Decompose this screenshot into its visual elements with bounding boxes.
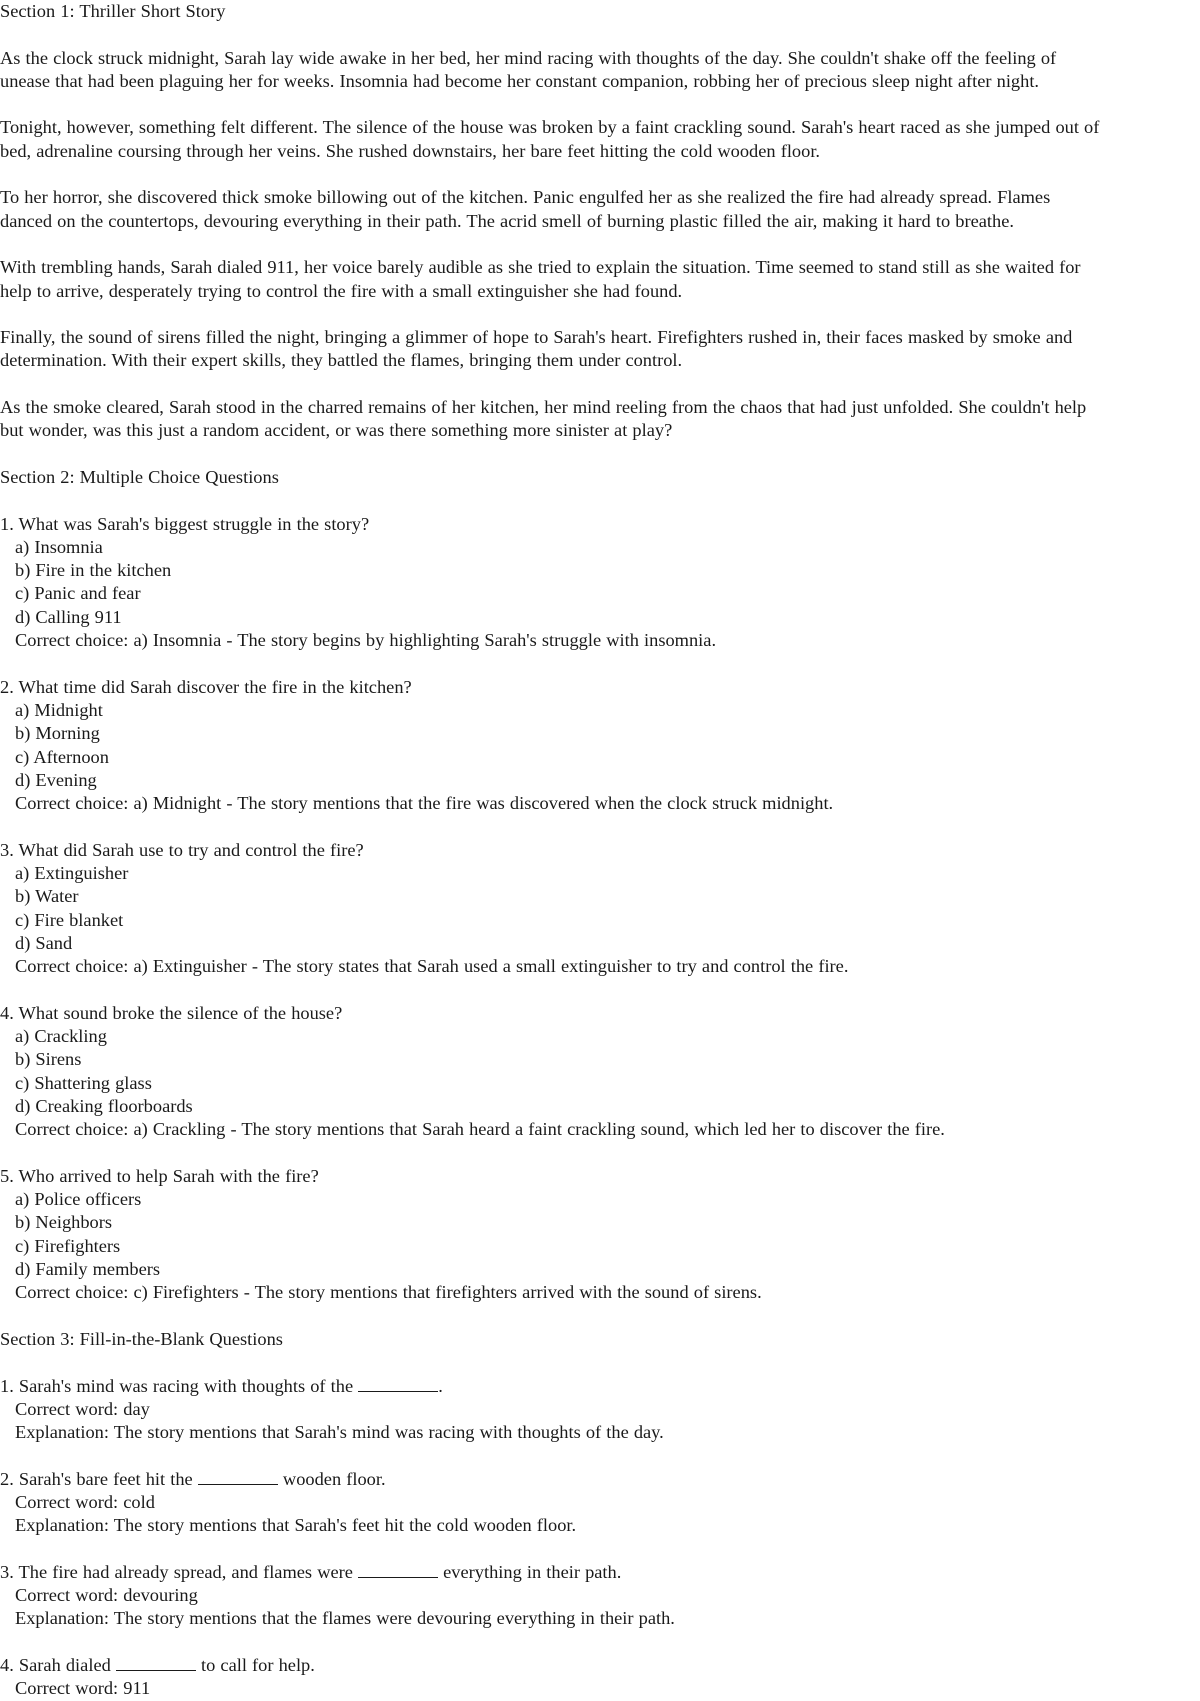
- mc-correct-choice: Correct choice: a) Crackling - The story mentions that Sarah heard a faint crackling sound, which led her to discover the fire.: [15, 1119, 945, 1140]
- spacer: [0, 373, 1198, 396]
- mc-question: 3. What did Sarah use to try and control the fire?: [0, 839, 364, 860]
- spacer: [0, 815, 1198, 838]
- mc-option: c) Panic and fear: [15, 583, 141, 604]
- spacer: [0, 1305, 1198, 1328]
- spacer: [0, 163, 1198, 186]
- mc-option: a) Crackling: [15, 1026, 107, 1047]
- spacer: [0, 489, 1198, 512]
- story-paragraph-line: help to arrive, desperately trying to control the fire with a small extinguisher she had found.: [0, 280, 683, 301]
- mc-option: d) Creaking floorboards: [15, 1095, 193, 1116]
- fill-blank-question: [0, 1375, 1198, 1398]
- spacer: [0, 303, 1198, 326]
- blank-line: [358, 1576, 438, 1578]
- fill-blank-text-after: .: [438, 1375, 443, 1396]
- mc-option: b) Neighbors: [15, 1212, 113, 1233]
- mc-option: c) Firefighters: [15, 1235, 121, 1256]
- spacer: [0, 233, 1198, 256]
- mc-option: d) Calling 911: [15, 606, 122, 627]
- explanation: Explanation: The story mentions that Sarah's feet hit the cold wooden floor.: [15, 1515, 577, 1536]
- fill-blank-text-before: 2. Sarah's bare feet hit the: [0, 1468, 198, 1489]
- mc-correct-choice: Correct choice: c) Firefighters - The story mentions that firefighters arrived with the sound of sirens.: [15, 1282, 762, 1303]
- mc-option: d) Sand: [15, 932, 73, 953]
- mc-option: d) Evening: [15, 769, 97, 790]
- spacer: [0, 93, 1198, 116]
- story-paragraph-line: To her horror, she discovered thick smoke billowing out of the kitchen. Panic engulfed her as she realized the fire had already spread. Flames: [0, 187, 1051, 208]
- section-1-heading: Section 1: Thriller Short Story: [0, 1, 226, 21]
- correct-word: Correct word: cold: [15, 1492, 155, 1512]
- mc-option: c) Shattering glass: [15, 1072, 152, 1093]
- spacer: [0, 978, 1198, 1001]
- story-paragraph-line: determination. With their expert skills, they battled the flames, bringing them under control.: [0, 350, 683, 371]
- blank-line: [358, 1390, 438, 1392]
- spacer: [0, 1444, 1198, 1467]
- story-paragraph-line: As the smoke cleared, Sarah stood in the charred remains of her kitchen, her mind reeling from the chaos that had just unfolded. She couldn't help: [0, 397, 1087, 418]
- blank-line: [116, 1669, 196, 1671]
- mc-option: a) Midnight: [15, 699, 103, 720]
- mc-option: b) Morning: [15, 723, 100, 744]
- explanation: Explanation: The story mentions that the flames were devouring everything in their path.: [15, 1608, 675, 1629]
- mc-question: 1. What was Sarah's biggest struggle in the story?: [0, 513, 370, 534]
- mc-question: 2. What time did Sarah discover the fire in the kitchen?: [0, 676, 412, 697]
- mc-correct-choice: Correct choice: a) Extinguisher - The story states that Sarah used a small extinguisher to try and control the fire.: [15, 956, 849, 977]
- section-2-heading: Section 2: Multiple Choice Questions: [0, 466, 279, 487]
- mc-option: c) Afternoon: [15, 746, 109, 767]
- mc-correct-choice: Correct choice: a) Insomnia - The story begins by highlighting Sarah's struggle with insomnia.: [15, 630, 717, 651]
- spacer: [0, 1351, 1198, 1374]
- mc-question: 5. Who arrived to help Sarah with the fire?: [0, 1165, 319, 1186]
- spacer: [0, 1538, 1198, 1561]
- correct-word: Correct word: day: [15, 1398, 150, 1419]
- fill-blank-text-before: 1. Sarah's mind was racing with thoughts of the: [0, 1375, 359, 1396]
- fill-blank-text-before: 4. Sarah dialed: [0, 1655, 116, 1676]
- mc-option: d) Family members: [15, 1259, 161, 1280]
- mc-option: c) Fire blanket: [15, 909, 124, 930]
- mc-option: b) Sirens: [15, 1049, 82, 1070]
- fill-blank-question: [0, 1561, 1198, 1584]
- story-paragraph-line: Tonight, however, something felt different. The silence of the house was broken by a faint crackling sound. Sarah's heart raced as she jumped out of: [0, 117, 1100, 138]
- spacer: [0, 652, 1198, 675]
- mc-option: a) Police officers: [15, 1189, 142, 1210]
- fill-blank-text-after: everything in their path.: [438, 1561, 622, 1582]
- mc-correct-choice: Correct choice: a) Midnight - The story mentions that the fire was discovered when the clock struck midnight.: [15, 793, 834, 814]
- story-paragraph-line: As the clock struck midnight, Sarah lay wide awake in her bed, her mind racing with thoughts of the day. She couldn't shake off the feeling of: [0, 47, 1057, 68]
- spacer: [0, 443, 1198, 466]
- section-3-heading: Section 3: Fill-in-the-Blank Questions: [0, 1328, 283, 1349]
- spacer: [0, 23, 1198, 46]
- blank-line: [198, 1483, 278, 1485]
- story-paragraph-line: With trembling hands, Sarah dialed 911, her voice barely audible as she tried to explain the situation. Time seemed to stand still as she waited for: [0, 257, 1081, 278]
- mc-option: b) Water: [15, 886, 79, 907]
- mc-option: a) Insomnia: [15, 536, 103, 557]
- fill-blank-question: [0, 1468, 1198, 1491]
- fill-blank-text-before: 3. The fire had already spread, and flames were: [0, 1561, 359, 1582]
- story-paragraph-line: Finally, the sound of sirens filled the night, bringing a glimmer of hope to Sarah's heart. Firefighters rushed in, their faces masked by smoke and: [0, 327, 1073, 348]
- fill-blank-question: [0, 1654, 1198, 1677]
- story-paragraph-line: unease that had been plaguing her for weeks. Insomnia had become her constant companion, robbing her of precious sleep night after night.: [0, 70, 1040, 91]
- mc-option: a) Extinguisher: [15, 862, 129, 883]
- explanation: Explanation: The story mentions that Sarah's mind was racing with thoughts of the day.: [15, 1422, 664, 1443]
- story-paragraph-line: danced on the countertops, devouring everything in their path. The acrid smell of burning plastic filled the air, making it hard to breathe.: [0, 210, 1014, 231]
- story-paragraph-line: but wonder, was this just a random accident, or was there something more sinister at play?: [0, 420, 673, 441]
- story-paragraph-line: bed, adrenaline coursing through her veins. She rushed downstairs, her bare feet hitting the cold wooden floor.: [0, 140, 821, 161]
- fill-blank-text-after: wooden floor.: [277, 1468, 386, 1489]
- correct-word: Correct word: 911: [15, 1678, 151, 1699]
- spacer: [0, 1631, 1198, 1654]
- fill-blank-text-after: to call for help.: [195, 1655, 315, 1676]
- correct-word: Correct word: devouring: [15, 1585, 198, 1606]
- mc-option: b) Fire in the kitchen: [15, 560, 172, 581]
- spacer: [0, 1142, 1198, 1165]
- mc-question: 4. What sound broke the silence of the house?: [0, 1002, 343, 1023]
